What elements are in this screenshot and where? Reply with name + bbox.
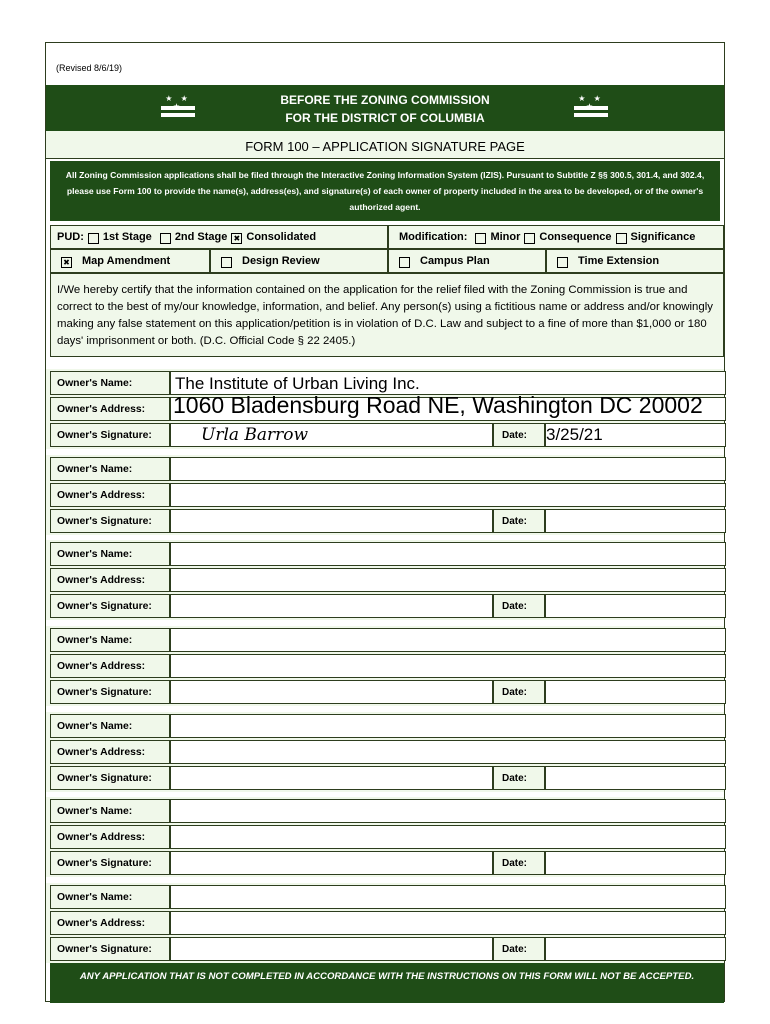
owner-address-label: Owner's Address:: [50, 568, 170, 592]
footer-warning: ANY APPLICATION THAT IS NOT COMPLETED IN ACCORDANCE WITH THE INSTRUCTIONS ON THIS FORM WILL NOT BE ACCEPTED.: [50, 963, 724, 1003]
owner-name-label: Owner's Name:: [50, 542, 170, 566]
owner-name-label: Owner's Name:: [50, 371, 170, 395]
second-stage-checkbox[interactable]: [160, 233, 171, 244]
owner-address-label: Owner's Address:: [50, 740, 170, 764]
map-amendment-option: [50, 249, 210, 273]
map-amendment-label: Map Amendment: [82, 255, 171, 267]
second-stage-label: 2nd Stage: [174, 231, 228, 243]
date-label: Date:: [493, 851, 545, 875]
header-line-2: FOR THE DISTRICT OF COLUMBIA: [285, 111, 485, 125]
owner-signature-field[interactable]: [170, 766, 493, 790]
date-label: Date:: [493, 423, 545, 447]
pud-options: PUD: 1st Stage 2nd Stage ✖ Consolidated: [50, 225, 388, 249]
design-review-option: [210, 249, 388, 273]
first-stage-checkbox[interactable]: [88, 233, 99, 244]
owner-name-label: Owner's Name:: [50, 885, 170, 909]
campus-plan-label: Campus Plan: [420, 255, 490, 267]
zoning-form: [45, 42, 725, 1002]
owner-entry: [46, 712, 724, 792]
first-stage-label: 1st Stage: [102, 231, 152, 243]
time-extension-checkbox[interactable]: [557, 257, 568, 268]
date-field[interactable]: [545, 766, 726, 790]
owner-name-label: Owner's Name:: [50, 457, 170, 481]
owner-name-field[interactable]: [170, 628, 726, 652]
consolidated-checkbox[interactable]: ✖: [231, 233, 242, 244]
owner-address-field[interactable]: [170, 911, 726, 935]
date-value: 3/25/21: [546, 425, 603, 444]
owner-signature-label: Owner's Signature:: [50, 423, 170, 447]
dc-flag-icon: ★ ★ ★: [161, 95, 195, 119]
campus-plan-checkbox[interactable]: [399, 257, 410, 268]
minor-label: Minor: [490, 231, 521, 243]
owner-address-field[interactable]: [170, 483, 726, 507]
form-header: [46, 85, 724, 131]
minor-checkbox[interactable]: [475, 233, 486, 244]
owner-signature-label: Owner's Signature:: [50, 766, 170, 790]
date-field[interactable]: [545, 680, 726, 704]
owner-name-label: Owner's Name:: [50, 714, 170, 738]
owner-address-label: Owner's Address:: [50, 825, 170, 849]
owner-address-field[interactable]: [170, 825, 726, 849]
owner-signature-label: Owner's Signature:: [50, 680, 170, 704]
consolidated-label: Consolidated: [246, 231, 317, 243]
owner-name-field[interactable]: [170, 457, 726, 481]
owner-address-label: Owner's Address:: [50, 911, 170, 935]
owner-address-field[interactable]: [170, 654, 726, 678]
owner-signature-label: Owner's Signature:: [50, 594, 170, 618]
owner-name-field[interactable]: [170, 885, 726, 909]
design-review-checkbox[interactable]: [221, 257, 232, 268]
owner-name-label: Owner's Name:: [50, 799, 170, 823]
owner-entry: [46, 369, 724, 449]
date-field[interactable]: [545, 509, 726, 533]
date-field[interactable]: [545, 594, 726, 618]
certification-text: I/We hereby certify that the information contained on the application for the relief filed with the Zoning Commission is true and correct to the best of my/our knowledge, information, and belief. Any person(s) using a fictitious name or address and/or knowingly making any false statement on this application/petition is in violation of D.C. Law and subject to a fine of more than $1,000 or 180 days' imprisonment or both. (D.C. Official Code § 22 2405.): [50, 273, 724, 357]
dc-flag-icon: ★ ★ ★: [574, 95, 608, 119]
date-label: Date:: [493, 594, 545, 618]
owner-signature-field[interactable]: [170, 509, 493, 533]
owner-name-field[interactable]: [170, 542, 726, 566]
date-label: Date:: [493, 680, 545, 704]
owner-signature-value: Urla Barrow: [201, 425, 309, 445]
date-field[interactable]: [545, 851, 726, 875]
owner-address-field[interactable]: [170, 568, 726, 592]
form-title: FORM 100 – APPLICATION SIGNATURE PAGE: [46, 131, 724, 159]
map-amendment-checkbox[interactable]: ✖: [61, 257, 72, 268]
owner-signature-field[interactable]: [170, 937, 493, 961]
design-review-label: Design Review: [242, 255, 320, 267]
owner-entry: [46, 626, 724, 706]
date-label: Date:: [493, 937, 545, 961]
owner-address-label: Owner's Address:: [50, 654, 170, 678]
date-field[interactable]: [545, 423, 726, 447]
owner-address-value: 1060 Bladensburg Road NE, Washington DC 20002: [173, 392, 703, 418]
header-line-1: BEFORE THE ZONING COMMISSION: [280, 93, 490, 107]
owner-name-label: Owner's Name:: [50, 628, 170, 652]
owner-address-field[interactable]: [170, 392, 726, 421]
owner-entry: [46, 797, 724, 877]
modification-options: Modification: Minor Consequence Significance: [388, 225, 724, 249]
owner-entry: [46, 455, 724, 535]
owner-signature-field[interactable]: [170, 680, 493, 704]
owner-entry: [46, 883, 724, 963]
owner-signature-field[interactable]: [170, 851, 493, 875]
owner-signature-label: Owner's Signature:: [50, 509, 170, 533]
instructions: All Zoning Commission applications shall be filed through the Interactive Zoning Information System (IZIS). Pursuant to Subtitle Z §§ 300.5, 301.4, and 302.4, please use Form 100 to provide the name(s), address(es), and signature(s) of each owner of property included in the area to be developed, or of the owner's authorized agent.: [50, 161, 720, 221]
campus-plan-option: [388, 249, 546, 273]
owner-address-label: Owner's Address:: [50, 397, 170, 421]
owner-entry: [46, 540, 724, 620]
significance-label: Significance: [630, 231, 696, 243]
owner-signature-field[interactable]: [170, 423, 493, 447]
owner-name-field[interactable]: [170, 714, 726, 738]
date-field[interactable]: [545, 937, 726, 961]
owner-signature-label: Owner's Signature:: [50, 937, 170, 961]
significance-checkbox[interactable]: [616, 233, 627, 244]
revised-date: (Revised 8/6/19): [56, 63, 123, 73]
owner-signature-label: Owner's Signature:: [50, 851, 170, 875]
time-extension-label: Time Extension: [578, 255, 660, 267]
owner-address-label: Owner's Address:: [50, 483, 170, 507]
owner-name-field[interactable]: [170, 799, 726, 823]
time-extension-option: [546, 249, 724, 273]
consequence-checkbox[interactable]: [524, 233, 535, 244]
date-label: Date:: [493, 509, 545, 533]
owner-signature-field[interactable]: [170, 594, 493, 618]
consequence-label: Consequence: [539, 231, 612, 243]
date-label: Date:: [493, 766, 545, 790]
owner-name-value: The Institute of Urban Living Inc.: [175, 374, 420, 393]
owner-address-field[interactable]: [170, 740, 726, 764]
